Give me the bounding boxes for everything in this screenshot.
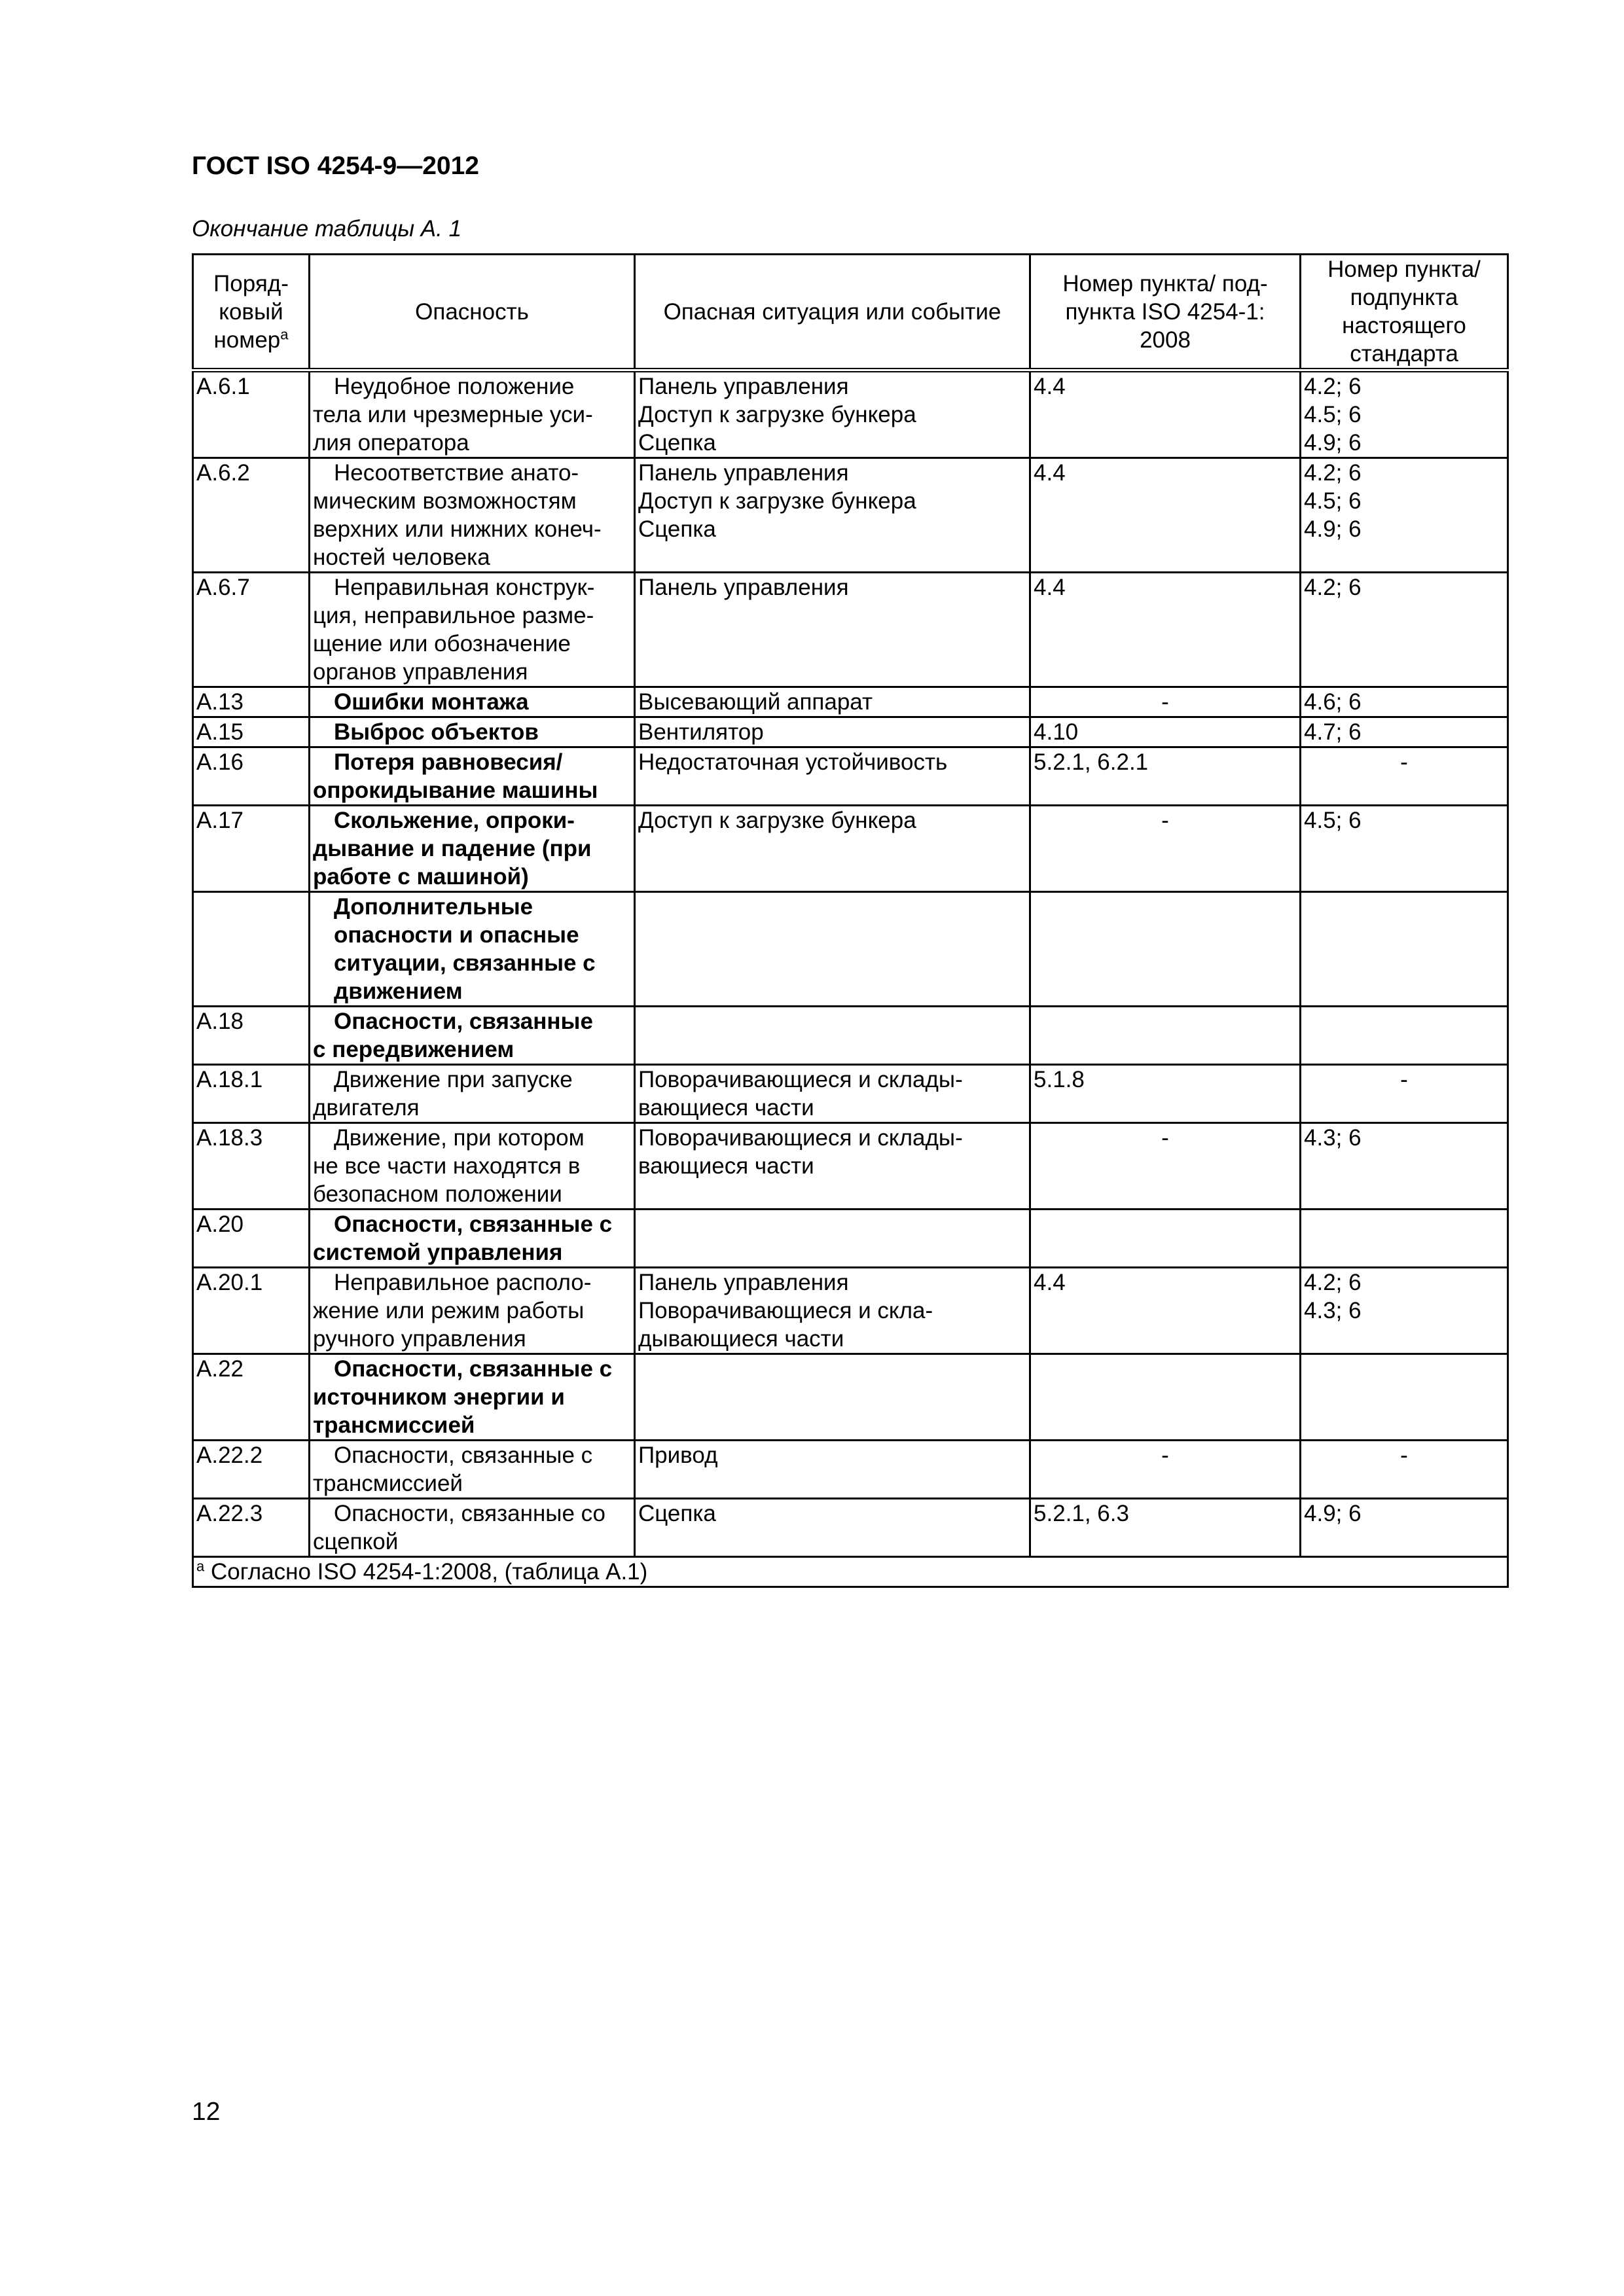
cell-standard-clause: 4.6; 6 [1301, 687, 1508, 717]
cell-hazard: Опасности, связанные с источником энергии и трансмиссией [310, 1354, 635, 1441]
table-row [193, 717, 1508, 747]
cell-seq-number: А.20.1 [193, 1268, 310, 1354]
cell-standard-clause [1301, 892, 1508, 1007]
cell-situation: Вентилятор [635, 717, 1030, 747]
header-standard-clause: Номер пункта/ подпункта настоящего стандарта [1301, 255, 1508, 370]
header-situation: Опасная ситуация или событие [635, 255, 1030, 370]
cell-standard-clause [1301, 1210, 1508, 1268]
header-seq-number: Поряд- ковый номер$^a$ [193, 255, 310, 370]
cell-iso-clause [1030, 1007, 1301, 1065]
cell-seq-number: А.18.1 [193, 1065, 310, 1123]
cell-seq-number: А.6.7 [193, 573, 310, 687]
cell-seq-number [193, 892, 310, 1007]
cell-hazard: Опасности, связанные со сцепкой [310, 1499, 635, 1557]
cell-situation: Панель управления Поворачивающиеся и скла- дывающиеся части [635, 1268, 1030, 1354]
cell-situation: Сцепка [635, 1499, 1030, 1557]
cell-hazard: Движение при запуске двигателя [310, 1065, 635, 1123]
cell-situation: Панель управления Доступ к загрузке бункера Сцепка [635, 370, 1030, 458]
cell-situation [635, 1007, 1030, 1065]
footnote-text: Согласно ISO 4254-1:2008, (таблица А.1) [210, 1559, 648, 1585]
table-row [193, 573, 1508, 687]
cell-iso-clause: 4.10 [1030, 717, 1301, 747]
cell-situation [635, 1354, 1030, 1441]
cell-iso-clause [1030, 1354, 1301, 1441]
cell-iso-clause: 4.4 [1030, 370, 1301, 458]
cell-standard-clause: - [1301, 1441, 1508, 1499]
cell-seq-number: А.6.2 [193, 458, 310, 573]
cell-hazard: Движение, при котором не все части находятся в безопасном положении [310, 1123, 635, 1210]
cell-iso-clause: - [1030, 1123, 1301, 1210]
table-footnote [193, 1557, 1508, 1587]
cell-situation: Поворачивающиеся и склады- вающиеся части [635, 1065, 1030, 1123]
cell-iso-clause: 5.2.1, 6.3 [1030, 1499, 1301, 1557]
cell-hazard: Опасности, связанные с передвижением [310, 1007, 635, 1065]
cell-seq-number: А.15 [193, 717, 310, 747]
cell-iso-clause: 4.4 [1030, 1268, 1301, 1354]
cell-seq-number: А.17 [193, 806, 310, 892]
cell-situation: Панель управления [635, 573, 1030, 687]
cell-seq-number: А.22 [193, 1354, 310, 1441]
cell-hazard: Потеря равновесия/ опрокидывание машины [310, 747, 635, 806]
cell-seq-number: А.6.1 [193, 370, 310, 458]
cell-situation: Поворачивающиеся и склады- вающиеся части [635, 1123, 1030, 1210]
table-footnote-row [193, 1557, 1508, 1587]
cell-standard-clause: - [1301, 747, 1508, 806]
table-row [193, 1210, 1508, 1268]
table-row [193, 1268, 1508, 1354]
footnote-marker: a [280, 325, 289, 342]
cell-hazard: Дополнительные опасности и опасные ситуации, связанные с движением [310, 892, 635, 1007]
cell-standard-clause: 4.9; 6 [1301, 1499, 1508, 1557]
cell-iso-clause [1030, 1210, 1301, 1268]
cell-iso-clause: - [1030, 1441, 1301, 1499]
footnote-mark: a [196, 1558, 205, 1575]
document-title: ГОСТ ISO 4254-9—2012 [192, 152, 479, 180]
cell-iso-clause: 4.4 [1030, 573, 1301, 687]
cell-standard-clause [1301, 1007, 1508, 1065]
cell-iso-clause: 4.4 [1030, 458, 1301, 573]
cell-situation: Недостаточная устойчивость [635, 747, 1030, 806]
header-hazard: Опасность [310, 255, 635, 370]
cell-standard-clause: 4.2; 6 4.3; 6 [1301, 1268, 1508, 1354]
cell-seq-number: А.18 [193, 1007, 310, 1065]
cell-hazard: Опасности, связанные с трансмиссией [310, 1441, 635, 1499]
cell-iso-clause: - [1030, 687, 1301, 717]
cell-standard-clause: 4.7; 6 [1301, 717, 1508, 747]
table-row [193, 747, 1508, 806]
cell-hazard: Скольжение, опроки- дывание и падение (при работе с машиной) [310, 806, 635, 892]
table-row [193, 1499, 1508, 1557]
cell-situation: Панель управления Доступ к загрузке бункера Сцепка [635, 458, 1030, 573]
cell-seq-number: А.18.3 [193, 1123, 310, 1210]
table-row [193, 892, 1508, 1007]
cell-standard-clause: 4.2; 6 4.5; 6 4.9; 6 [1301, 458, 1508, 573]
cell-hazard: Неудобное положение тела или чрезмерные уси- лия оператора [310, 370, 635, 458]
cell-hazard: Опасности, связанные с системой управления [310, 1210, 635, 1268]
cell-iso-clause: - [1030, 806, 1301, 892]
table-row [193, 370, 1508, 458]
cell-standard-clause: 4.3; 6 [1301, 1123, 1508, 1210]
header-iso-clause: Номер пункта/ под- пункта ISO 4254-1: 2008 [1030, 255, 1301, 370]
cell-seq-number: А.20 [193, 1210, 310, 1268]
hazard-table [192, 253, 1509, 1588]
cell-hazard: Несоответствие анато- мическим возможностям верхних или нижних конеч- ностей человека [310, 458, 635, 573]
table-row [193, 1123, 1508, 1210]
cell-standard-clause: 4.2; 6 [1301, 573, 1508, 687]
cell-seq-number: А.22.3 [193, 1499, 310, 1557]
table-row [193, 1007, 1508, 1065]
cell-standard-clause [1301, 1354, 1508, 1441]
cell-seq-number: А.22.2 [193, 1441, 310, 1499]
table-row [193, 1441, 1508, 1499]
cell-situation: Привод [635, 1441, 1030, 1499]
cell-seq-number: А.16 [193, 747, 310, 806]
cell-situation: Высевающий аппарат [635, 687, 1030, 717]
table-row [193, 458, 1508, 573]
cell-iso-clause: 5.2.1, 6.2.1 [1030, 747, 1301, 806]
cell-iso-clause [1030, 892, 1301, 1007]
table-body [193, 370, 1508, 1557]
table-caption: Окончание таблицы А. 1 [192, 216, 462, 242]
cell-situation [635, 1210, 1030, 1268]
page-number: 12 [192, 2098, 221, 2126]
cell-standard-clause: 4.2; 6 4.5; 6 4.9; 6 [1301, 370, 1508, 458]
cell-situation [635, 892, 1030, 1007]
table-header [193, 255, 1508, 370]
cell-iso-clause: 5.1.8 [1030, 1065, 1301, 1123]
cell-hazard: Неправильная конструк- ция, неправильное разме- щение или обозначение органов управления [310, 573, 635, 687]
cell-standard-clause: 4.5; 6 [1301, 806, 1508, 892]
table-row [193, 1065, 1508, 1123]
cell-hazard: Неправильное располо- жение или режим работы ручного управления [310, 1268, 635, 1354]
table-row [193, 806, 1508, 892]
table-row [193, 687, 1508, 717]
cell-situation: Доступ к загрузке бункера [635, 806, 1030, 892]
cell-hazard: Выброс объектов [310, 717, 635, 747]
cell-hazard: Ошибки монтажа [310, 687, 635, 717]
cell-standard-clause: - [1301, 1065, 1508, 1123]
cell-seq-number: А.13 [193, 687, 310, 717]
table-row [193, 1354, 1508, 1441]
